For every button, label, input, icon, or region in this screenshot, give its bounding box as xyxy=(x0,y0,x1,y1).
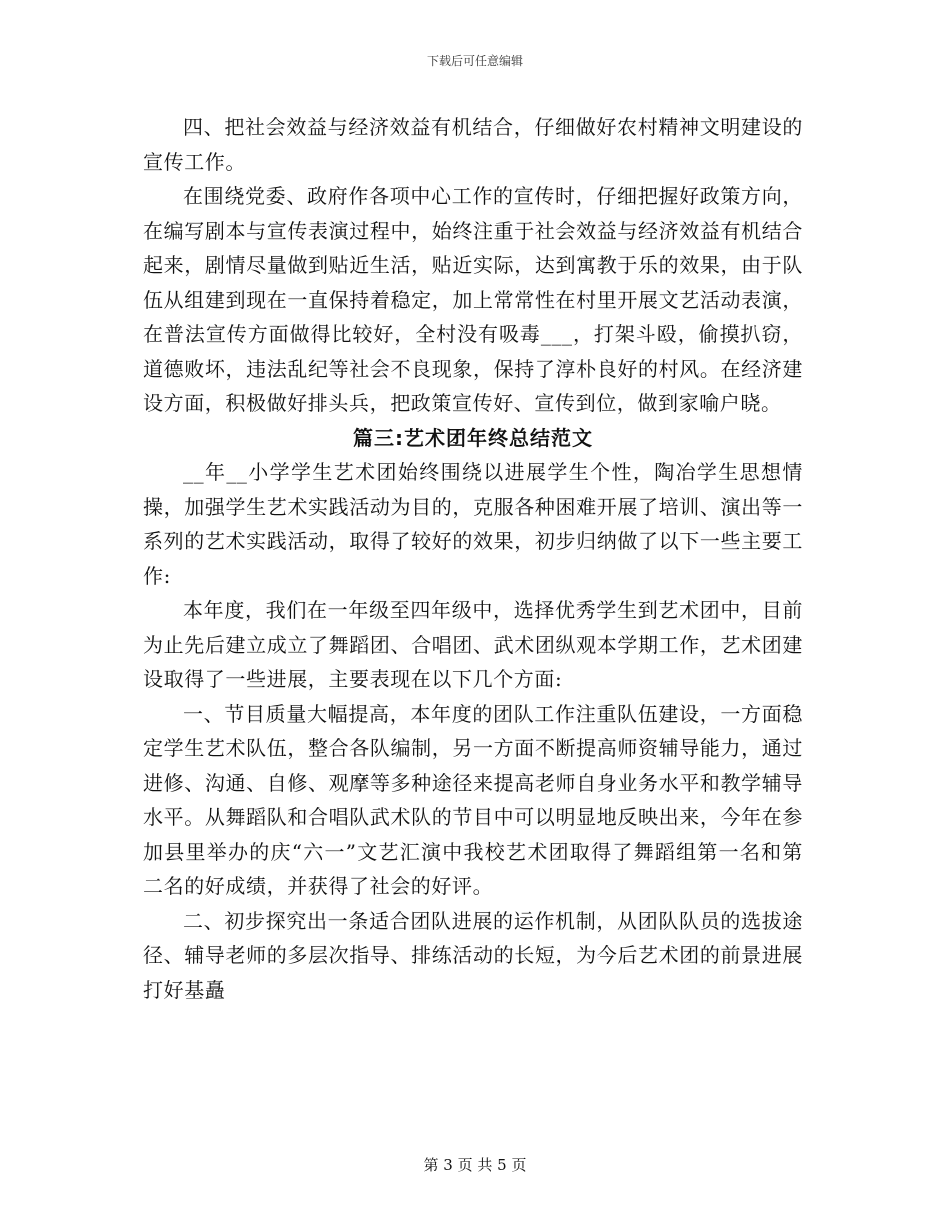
document-body xyxy=(143,110,803,1007)
section-paragraph: 一、节目质量大幅提高，本年度的团队工作注重队伍建设，一方面稳定学生艺术队伍，整合各队编制，另一方面不断提高师资辅导能力，通过进修、沟通、自修、观摩等多种途径来提高老师自身业务水平和教学辅导水平。从舞蹈队和合唱队武术队的节目中可以明显地反映出来，今年在参加县里举办的庆“六一”文艺汇演中我校艺术团取得了舞蹈组第一名和第二名的好成绩，并获得了社会的好评。 xyxy=(143,701,803,898)
body-paragraph: 四、把社会效益与经济效益有机结合，仔细做好农村精神文明建设的宣传工作。 xyxy=(143,115,803,174)
section-title: 篇三:艺术团年终总结范文 xyxy=(353,425,593,450)
page-number-footer: 第 3 页 共 5 页 xyxy=(423,1156,527,1174)
body-paragraph: 在围绕党委、政府作各项中心工作的宣传时，仔细把握好政策方向，在编写剧本与宣传表演过程中，始终注重于社会效益与经济效益有机结合起来，剧情尽量做到贴近生活，贴近实际，达到寓教于乐的效果，由于队伍从组建到现在一直保持着稳定，加上常常性在村里开展文艺活动表演，在普法宣传方面做得比较好，全村没有吸毒___，打架斗殴，偷摸扒窃，道德败坏，违法乱纪等社会不良现象，保持了淳朴良好的村风。在经济建设方面，积极做好排头兵，把政策宣传好、宣传到位，做到家喻户晓。 xyxy=(143,184,803,415)
section-paragraph: __年__小学学生艺术团始终围绕以进展学生个性，陶冶学生思想情操，加强学生艺术实践活动为目的，克服各种困难开展了培训、演出等一系列的艺术实践活动，取得了较好的效果，初步归纳做了以下一些主要工作: xyxy=(143,460,803,588)
page-header: 下载后可任意编辑 xyxy=(426,54,523,68)
section-paragraph: 本年度，我们在一年级至四年级中，选择优秀学生到艺术团中，目前为止先后建立成立了舞蹈团、合唱团、武术团纵观本学期工作，艺术团建设取得了一些进展，主要表现在以下几个方面: xyxy=(143,598,803,691)
section-paragraph: 二、初步探究出一条适合团队进展的运作机制，从团队队员的选拔途径、辅导老师的多层次指导、排练活动的长短，为今后艺术团的前景进展打好基矗 xyxy=(143,908,803,1002)
